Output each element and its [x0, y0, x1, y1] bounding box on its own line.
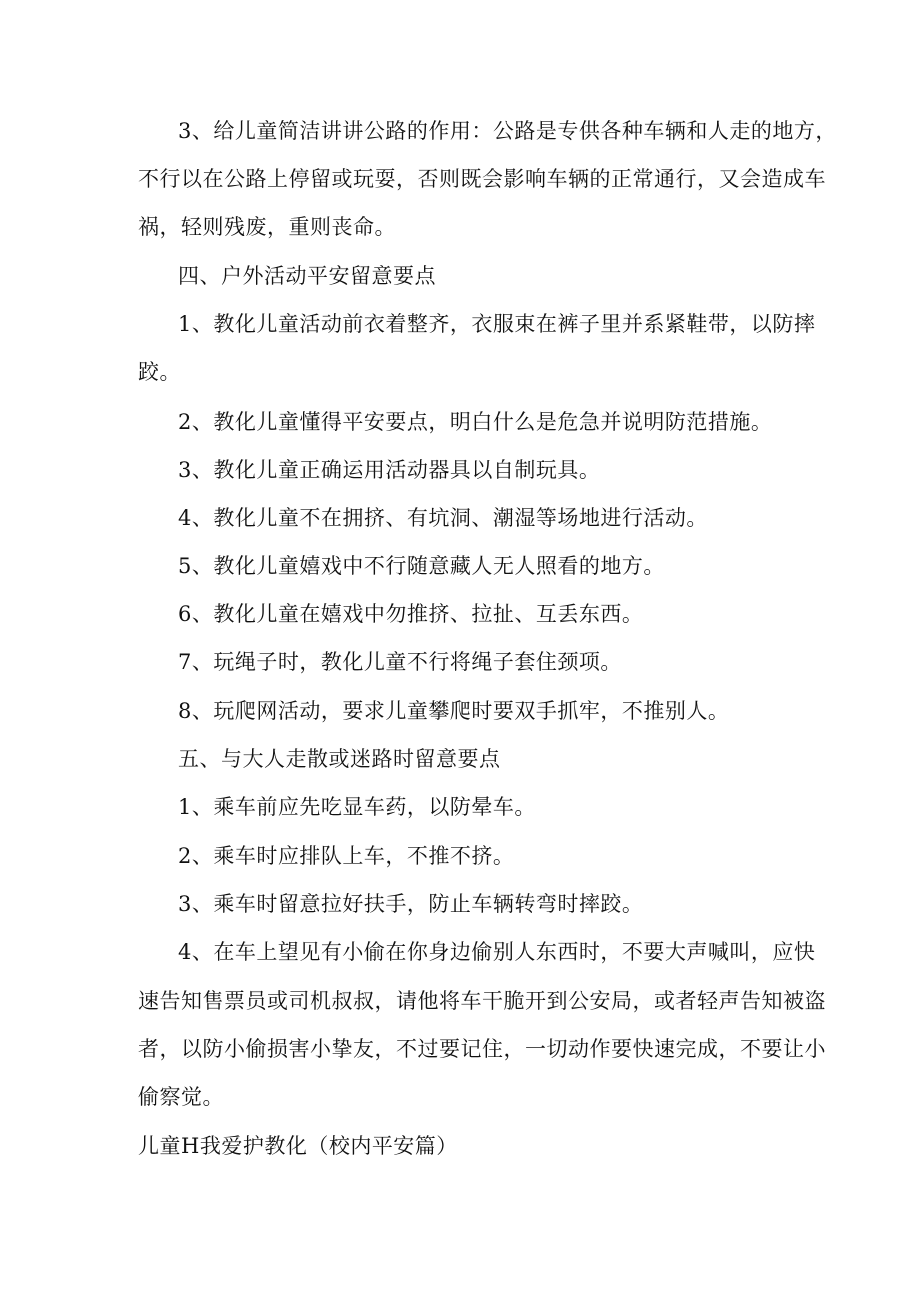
s4-item3: 3、教化儿童正确运用活动器具以自制玩具。 — [178, 458, 601, 482]
s3-item3-line2: 不行以在公路上停留或玩耍，否则既会影响车辆的正常通行，又会造成车 — [138, 167, 826, 191]
footer-title: 儿童H我爱护教化（校内平安篇） — [138, 1134, 458, 1158]
s5-item4-line2: 速告知售票员或司机叔叔，请他将车干脆开到公安局，或者轻声告知被盗 — [138, 989, 826, 1013]
s4-item5: 5、教化儿童嬉戏中不行随意藏人无人照看的地方。 — [178, 554, 665, 578]
s5-item4-line1: 4、在车上望见有小偷在你身边偷别人东西时，不要大声喊叫，应快 — [178, 940, 816, 964]
s3-item3-line3: 祸，轻则残废，重则丧命。 — [138, 215, 396, 239]
s4-item1-line1: 1、教化儿童活动前衣着整齐，衣服束在裤子里并系紧鞋带，以防摔 — [178, 312, 816, 336]
s4-item6: 6、教化儿童在嬉戏中勿推挤、拉扯、互丢东西。 — [178, 602, 644, 626]
s4-item4: 4、教化儿童不在拥挤、有坑洞、潮湿等场地进行活动。 — [178, 506, 708, 530]
s5-item2: 2、乘车时应排队上车，不推不挤。 — [178, 844, 515, 868]
s4-item7: 7、玩绳子时，教化儿童不行将绳子套住颈项。 — [178, 650, 622, 674]
s4-item8: 8、玩爬网活动，要求儿童攀爬时要双手抓牢，不推别人。 — [178, 699, 730, 723]
section4-heading: 四、户外活动平安留意要点 — [178, 264, 436, 288]
s4-item1-line2: 跤。 — [138, 360, 181, 384]
s5-item1: 1、乘车前应先吃显车药，以防晕车。 — [178, 795, 536, 819]
section5-heading: 五、与大人走散或迷路时留意要点 — [178, 747, 501, 771]
s3-item3-line1: 3、给儿童简洁讲讲公路的作用：公路是专供各种车辆和人走的地方， — [178, 119, 837, 143]
s4-item2: 2、教化儿童懂得平安要点，明白什么是危急并说明防范措施。 — [178, 410, 773, 434]
s5-item4-line3: 者，以防小偷损害小挚友，不过要记住，一切动作要快速完成，不要让小 — [138, 1037, 826, 1061]
s5-item3: 3、乘车时留意拉好扶手，防止车辆转弯时摔跤。 — [178, 892, 644, 916]
s5-item4-line4: 偷察觉。 — [138, 1085, 224, 1109]
